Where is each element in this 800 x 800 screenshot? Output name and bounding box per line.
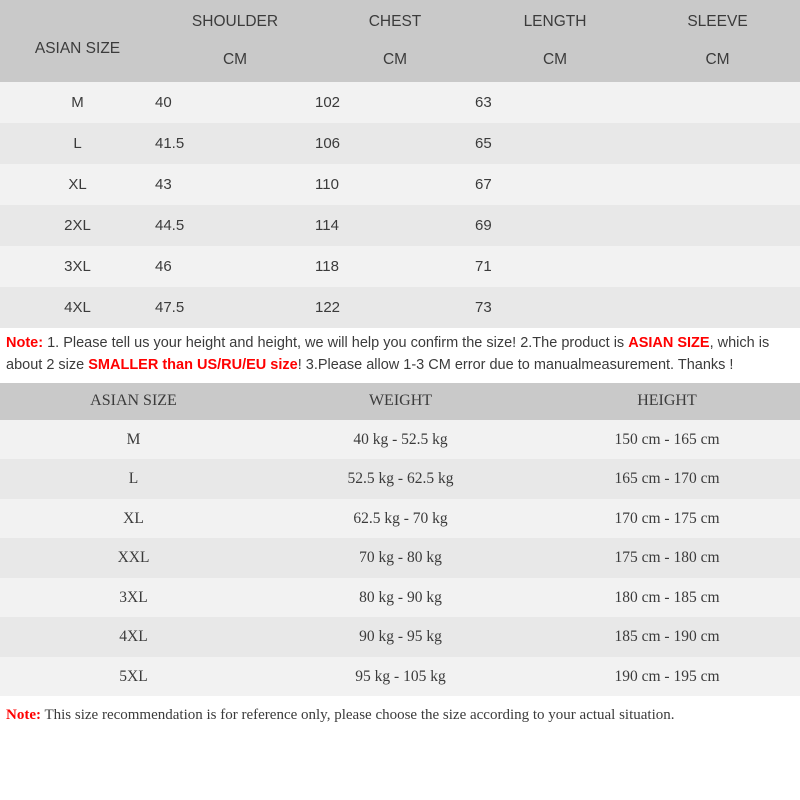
- header-main-text: ASIAN SIZE: [34, 39, 121, 57]
- cell-height: 180 cm - 185 cm: [534, 578, 800, 618]
- cell-sleeve: [635, 246, 800, 287]
- table-row: [0, 538, 800, 578]
- note-text-part-1: 1. Please tell us your height and height, we will help you confirm the size! 2.The product is: [43, 335, 629, 351]
- cell-size: XL: [0, 164, 155, 205]
- size-note-primary: [0, 328, 800, 383]
- cell-size: 5XL: [0, 657, 267, 697]
- size-measurement-table-body: [0, 82, 800, 328]
- table-row: [0, 420, 800, 460]
- table-row: [0, 617, 800, 657]
- cell-chest: 118: [315, 246, 475, 287]
- cell-size: XXL: [0, 538, 267, 578]
- note-text-part-3: ! 3.Please allow 1-3 CM error due to manualmeasurement. Thanks !: [297, 357, 734, 374]
- column-header-height: HEIGHT: [534, 383, 800, 420]
- table-row: [0, 578, 800, 618]
- weight-height-table-head: [0, 383, 800, 420]
- column-header-length: [475, 0, 635, 82]
- weight-height-table-body: [0, 420, 800, 697]
- header-main-text: CHEST: [368, 12, 422, 30]
- cell-sleeve: [635, 287, 800, 328]
- note-emphasis-smaller: SMALLER than US/RU/EU size: [88, 357, 298, 374]
- table-row: [0, 287, 800, 328]
- cell-weight: 90 kg - 95 kg: [267, 617, 534, 657]
- cell-height: 165 cm - 170 cm: [534, 459, 800, 499]
- cell-size: M: [0, 82, 155, 123]
- cell-length: 67: [475, 164, 635, 205]
- table-row: [0, 205, 800, 246]
- cell-length: 65: [475, 123, 635, 164]
- header-main-text: SHOULDER: [191, 12, 279, 30]
- size-measurement-table: [0, 0, 800, 328]
- header-sub-text: CM: [382, 51, 408, 68]
- cell-length: 73: [475, 287, 635, 328]
- table-row: [0, 246, 800, 287]
- size-note-secondary: [0, 696, 800, 727]
- cell-sleeve: [635, 205, 800, 246]
- cell-weight: 70 kg - 80 kg: [267, 538, 534, 578]
- cell-size: 3XL: [0, 578, 267, 618]
- cell-shoulder: 40: [155, 82, 315, 123]
- table-header-row: [0, 383, 800, 420]
- cell-height: 190 cm - 195 cm: [534, 657, 800, 697]
- column-header-weight: WEIGHT: [267, 383, 534, 420]
- note-label: Note:: [6, 707, 41, 724]
- cell-height: 175 cm - 180 cm: [534, 538, 800, 578]
- cell-size: 2XL: [0, 205, 155, 246]
- cell-chest: 110: [315, 164, 475, 205]
- cell-shoulder: 41.5: [155, 123, 315, 164]
- cell-height: 150 cm - 165 cm: [534, 420, 800, 460]
- table-row: [0, 82, 800, 123]
- note-text-part-2: , which is about 2 size: [6, 335, 770, 374]
- cell-size: XL: [0, 499, 267, 539]
- cell-length: 63: [475, 82, 635, 123]
- size-measurement-table-head: [0, 0, 800, 82]
- cell-size: 4XL: [0, 617, 267, 657]
- column-header-asian-size: ASIAN SIZE: [0, 383, 267, 420]
- cell-height: 170 cm - 175 cm: [534, 499, 800, 539]
- cell-sleeve: [635, 164, 800, 205]
- cell-sleeve: [635, 123, 800, 164]
- cell-chest: 102: [315, 82, 475, 123]
- cell-shoulder: 47.5: [155, 287, 315, 328]
- table-row: [0, 499, 800, 539]
- table-row: [0, 164, 800, 205]
- cell-size: 4XL: [0, 287, 155, 328]
- cell-chest: 114: [315, 205, 475, 246]
- header-sub-text: CM: [222, 51, 248, 68]
- cell-weight: 52.5 kg - 62.5 kg: [267, 459, 534, 499]
- table-row: [0, 657, 800, 697]
- column-header-sleeve: [635, 0, 800, 82]
- header-sub-text: CM: [542, 51, 568, 68]
- table-row: [0, 123, 800, 164]
- cell-sleeve: [635, 82, 800, 123]
- cell-chest: 122: [315, 287, 475, 328]
- cell-height: 185 cm - 190 cm: [534, 617, 800, 657]
- cell-chest: 106: [315, 123, 475, 164]
- cell-length: 71: [475, 246, 635, 287]
- cell-size: 3XL: [0, 246, 155, 287]
- note-text: This size recommendation is for reference only, please choose the size according to your actual situation.: [40, 707, 675, 724]
- column-header-shoulder: [155, 0, 315, 82]
- cell-weight: 95 kg - 105 kg: [267, 657, 534, 697]
- column-header-chest: [315, 0, 475, 82]
- cell-size: L: [0, 459, 267, 499]
- weight-height-table: [0, 383, 800, 697]
- cell-length: 69: [475, 205, 635, 246]
- column-header-asian-size: [0, 0, 155, 82]
- note-emphasis-asian-size: ASIAN SIZE: [628, 335, 710, 351]
- cell-weight: 80 kg - 90 kg: [267, 578, 534, 618]
- table-header-row: [0, 0, 800, 82]
- cell-weight: 62.5 kg - 70 kg: [267, 499, 534, 539]
- header-main-text: SLEEVE: [687, 12, 748, 30]
- cell-weight: 40 kg - 52.5 kg: [267, 420, 534, 460]
- table-row: [0, 459, 800, 499]
- cell-shoulder: 44.5: [155, 205, 315, 246]
- cell-shoulder: 43: [155, 164, 315, 205]
- note-label: Note:: [6, 335, 44, 351]
- cell-size: L: [0, 123, 155, 164]
- cell-shoulder: 46: [155, 246, 315, 287]
- header-main-text: LENGTH: [523, 12, 587, 30]
- header-sub-text: CM: [705, 51, 730, 68]
- cell-size: M: [0, 420, 267, 460]
